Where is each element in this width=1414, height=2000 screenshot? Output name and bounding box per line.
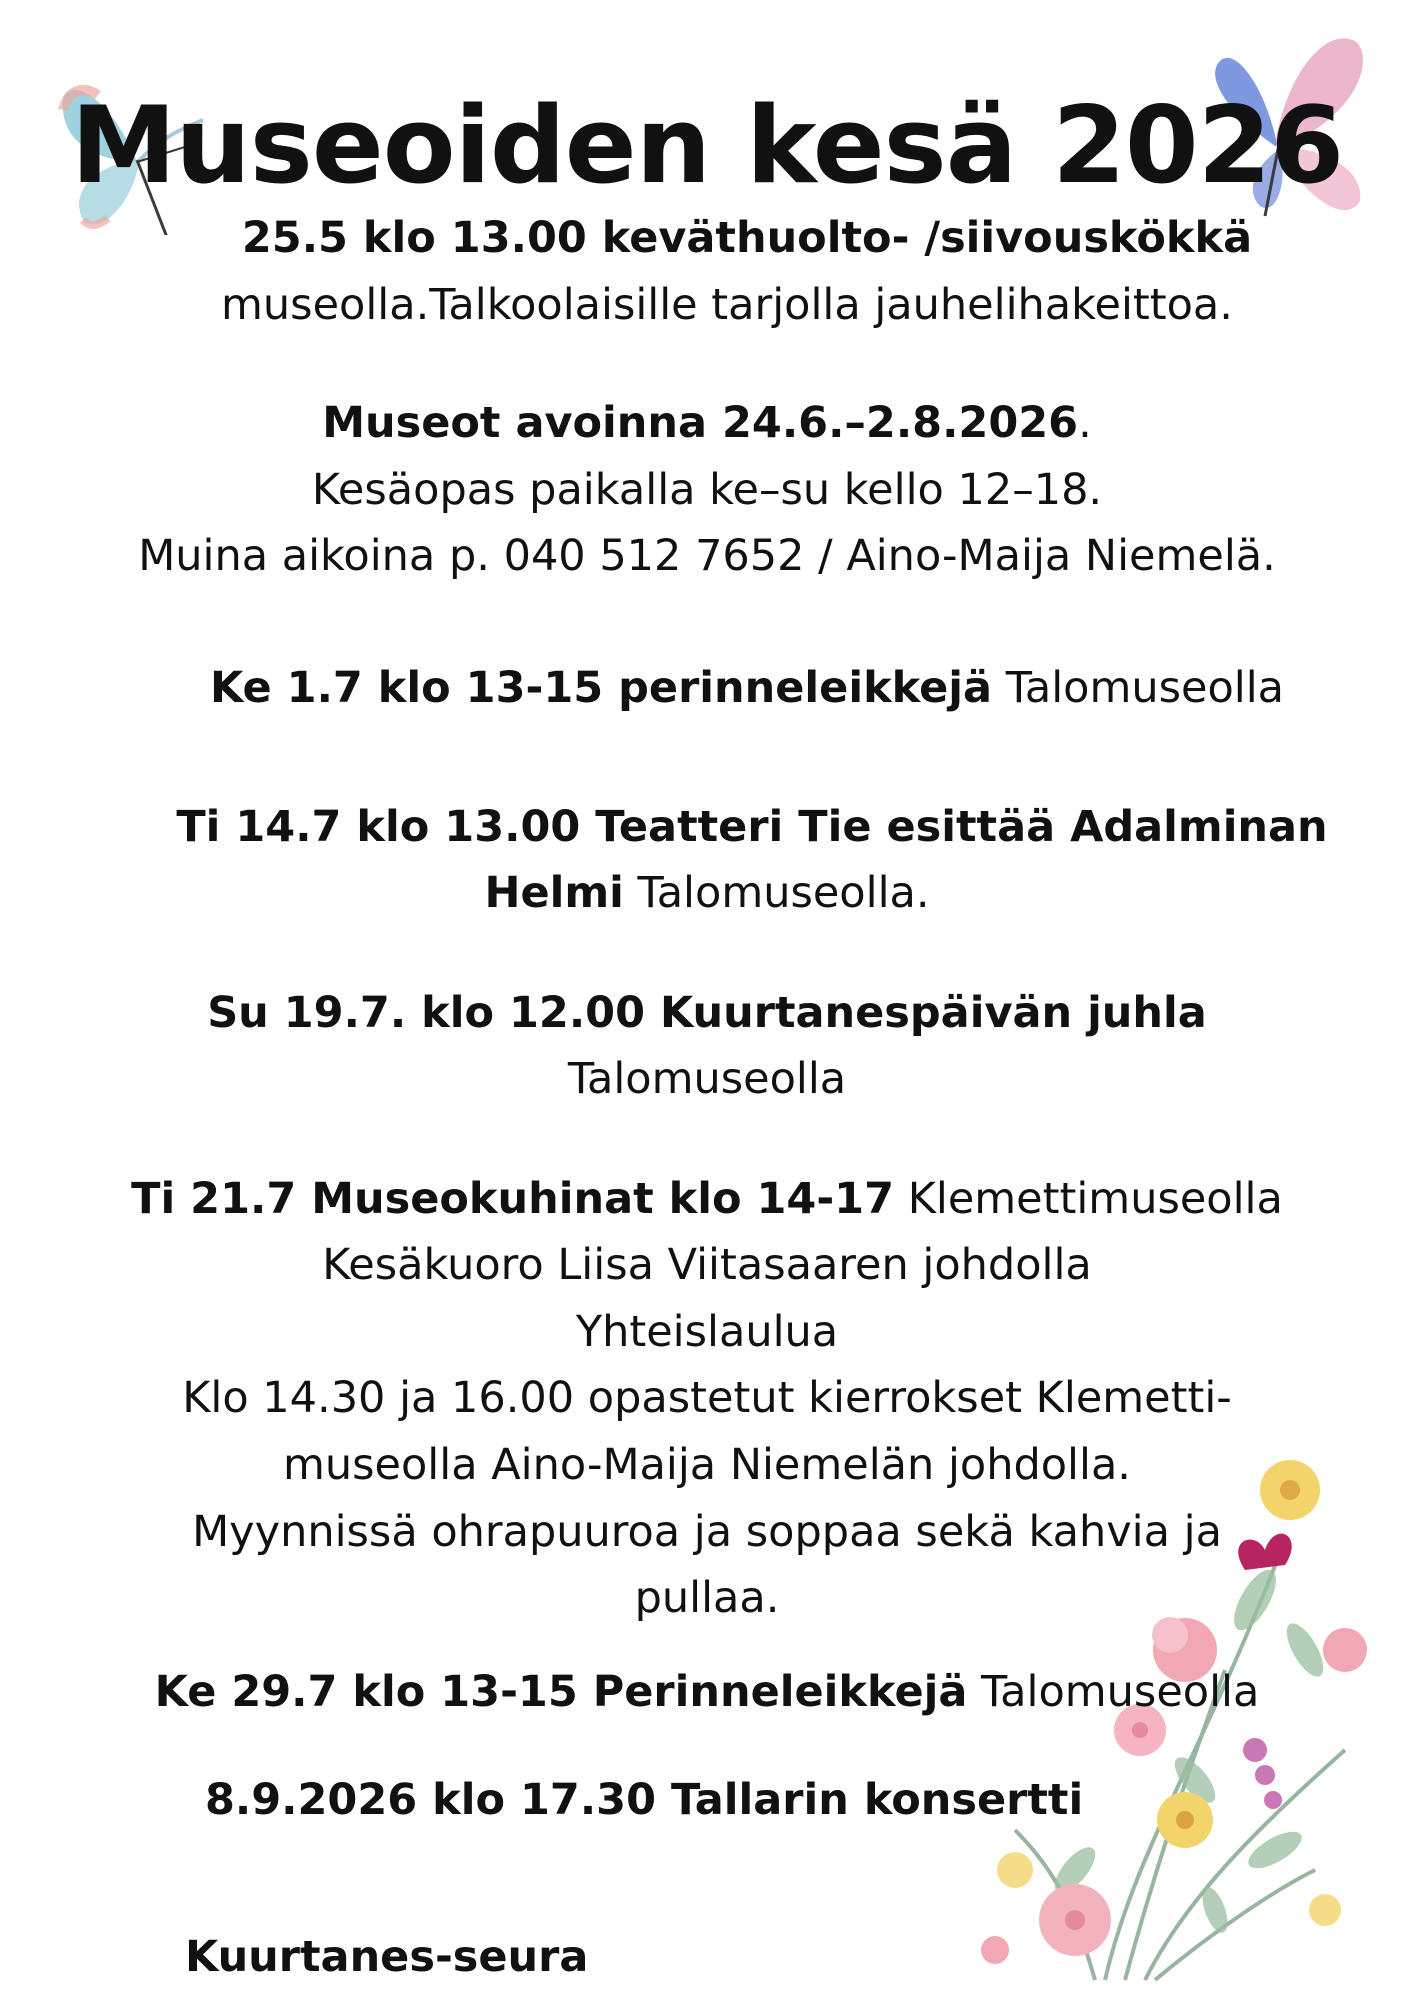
event-kuhinat-line7: pullaa. (634, 1573, 780, 1623)
event-teatteri-bold1: Ti 14.7 klo 13.00 Teatteri Tie esittää Adalminan (176, 802, 1328, 852)
event-juhla-heading (0, 988, 1414, 1040)
event-open-dot: . (1078, 398, 1092, 448)
event-siivous-detail: museolla.Talkoolaisille tarjolla jauhelihakeittoa. (221, 280, 1233, 330)
event-konsertti (0, 1775, 1414, 1827)
event-leikit1-bold: Ke 1.7 klo 13-15 perinneleikkejä (209, 663, 993, 713)
footer-org-name: Kuurtanes-seura (185, 1932, 589, 1982)
event-open-contact: Muina aikoina p. 040 512 7652 / Aino-Maija Niemelä. (138, 531, 1276, 581)
event-juhla-place: Talomuseolla (567, 1054, 847, 1104)
event-kuhinat-place: Klemettimuseolla (894, 1174, 1283, 1224)
event-kuhinat-line5: museolla Aino-Maija Niemelän johdolla. (283, 1440, 1131, 1490)
event-kuhinat-line3: Yhteislaulua (575, 1307, 839, 1357)
event-leikit2-place: Talomuseolla (967, 1667, 1260, 1717)
event-siivous-bold: 25.5 klo 13.00 keväthuolto- /siivouskökkä (241, 213, 1253, 263)
event-open-bold: Museot avoinna 24.6.–2.8.2026 (322, 398, 1079, 448)
event-open-hours: Kesäopas paikalla ke–su kello 12–18. (311, 465, 1103, 515)
event-teatteri-line1 (0, 802, 1414, 854)
event-siivous-heading (0, 213, 1414, 265)
poster-title: Museoiden kesä 2026 (70, 84, 1344, 207)
event-kuhinat-line2: Kesäkuoro Liisa Viitasaaren johdolla (322, 1240, 1092, 1290)
event-kuhinat-heading (0, 1174, 1414, 1226)
footer-org (0, 1932, 1414, 1984)
event-juhla-bold: Su 19.7. klo 12.00 Kuurtanespäivän juhla (207, 988, 1207, 1038)
event-leikit2-bold: Ke 29.7 klo 13-15 Perinneleikkejä (154, 1667, 968, 1717)
event-kuhinat-bold: Ti 21.7 Museokuhinat klo 14-17 (131, 1174, 895, 1224)
event-open-heading (0, 398, 1414, 450)
event-leikit1 (0, 663, 1414, 715)
event-kuhinat-line4: Klo 14.30 ja 16.00 opastetut kierrokset Klemetti- (182, 1373, 1232, 1423)
event-leikit1-place: Talomuseolla (992, 663, 1285, 713)
event-konsertti-bold: 8.9.2026 klo 17.30 Tallarin konsertti (205, 1775, 1084, 1825)
event-kuhinat-line6: Myynnissä ohrapuuroa ja soppaa sekä kahvia ja (192, 1507, 1222, 1557)
event-teatteri-place: Talomuseolla. (623, 868, 930, 918)
event-leikit2 (0, 1667, 1414, 1719)
event-teatteri-line2 (0, 868, 1414, 920)
event-teatteri-bold2: Helmi (484, 868, 624, 918)
